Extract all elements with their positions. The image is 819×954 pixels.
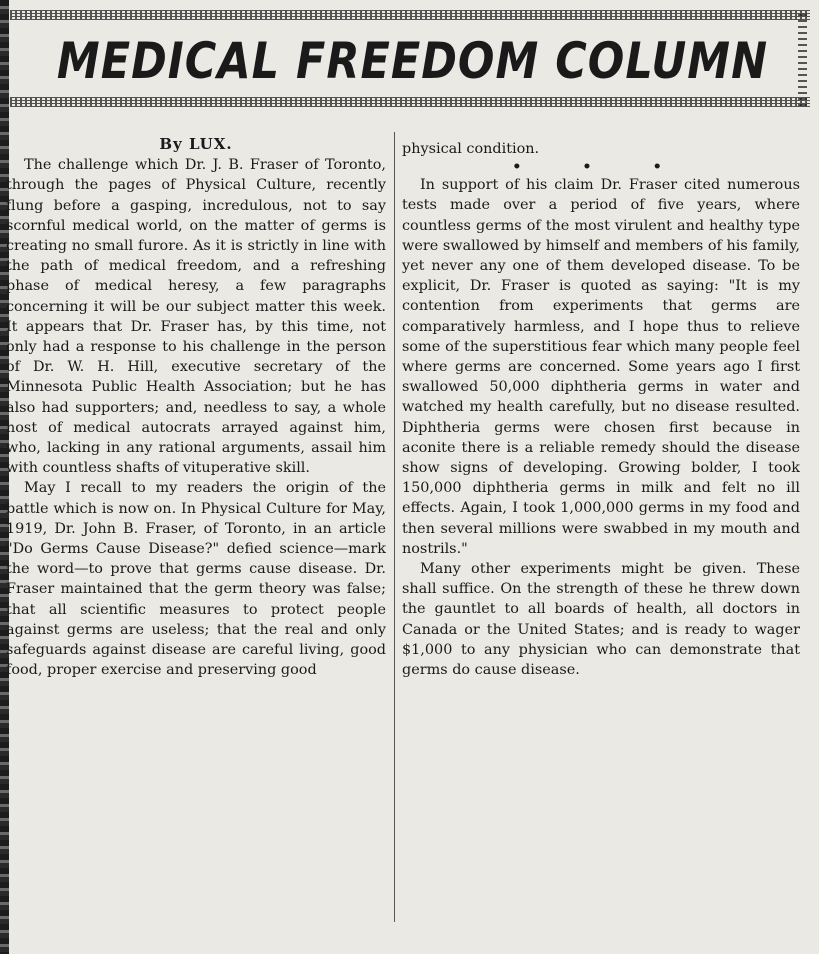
- article-paragraph: May I recall to my readers the origin of the battle which is now on. In Physical Culture for May, 1919, Dr. John B. Fraser, of Toronto, in an article "Do Germs Cause Disease?" defied science—mark the word—to prove that germs cause disease. Dr. Fraser maintained that the germ theory was false; that all scientific measures to protect people against germs are useless; that the real and only safeguards against disease are careful living, good food, proper exercise and preserving good: [6, 480, 386, 679]
- section-separator: • • •: [512, 158, 690, 176]
- article-continuation: physical condition.: [402, 141, 540, 157]
- ornamental-border-side: [798, 14, 807, 108]
- article-paragraph: The challenge which Dr. J. B. Fraser of Toronto, through the pages of Physical Culture, recently flung before a gasping, incredulous, not to say scornful medical world, on the matter of germs is creating no small furore. As it is strictly in line with the path of medical freedom, and a refreshing phase of medical heresy, a few paragraphs concerning it will be our subject matter this week. It appears that Dr. Fraser has, by this time, not only had a response to his challenge in the person of Dr. W. H. Hill, executive secretary of the Minnesota Public Health Association; but he has also had supporters; and, needless to say, a whole host of medical autocrats arrayed against him, who, lacking in any rational arguments, assail him with countless shafts of vituperative skill.: [6, 157, 386, 477]
- byline: By LUX.: [159, 135, 233, 153]
- column-divider: [394, 132, 395, 922]
- article-paragraph: In support of his claim Dr. Fraser cited numerous tests made over a period of five years, where countless germs of the most virulent and healthy type were swallowed by himself and members of his family, yet never any one of them developed disease. To be explicit, Dr. Fraser is quoted as saying: "It is my contention from experiments that germs are comparatively harmless, and I hope thus to relieve some of the superstitious fear which many people feel where germs are concerned. Some years ago I first swallowed 50,000 diphtheria germs in water and watched my health carefully, but no disease resulted. Diphtheria germs were chosen first because in aconite there is a reliable remedy should the disease show signs of developing. Growing bolder, I took 150,000 diphtheria germs in milk and felt no ill effects. Again, I took 1,000,000 germs in my food and then several millions were swabbed in my mouth and nostrils.": [402, 177, 800, 557]
- column-masthead: MEDICAL FREEDOM COLUMN: [56, 33, 769, 91]
- article-right-column: [402, 139, 800, 939]
- article-paragraph: Many other experiments might be given. These shall suffice. On the strength of these he threw down the gauntlet to all boards of health, all doctors in Canada or the United States; and is ready to wager $1,000 to any physician who can demonstrate that germs do cause disease.: [402, 561, 800, 679]
- article-left-column: [6, 134, 386, 934]
- ornamental-border-top: [10, 10, 810, 20]
- ornamental-border-bottom: [10, 97, 810, 107]
